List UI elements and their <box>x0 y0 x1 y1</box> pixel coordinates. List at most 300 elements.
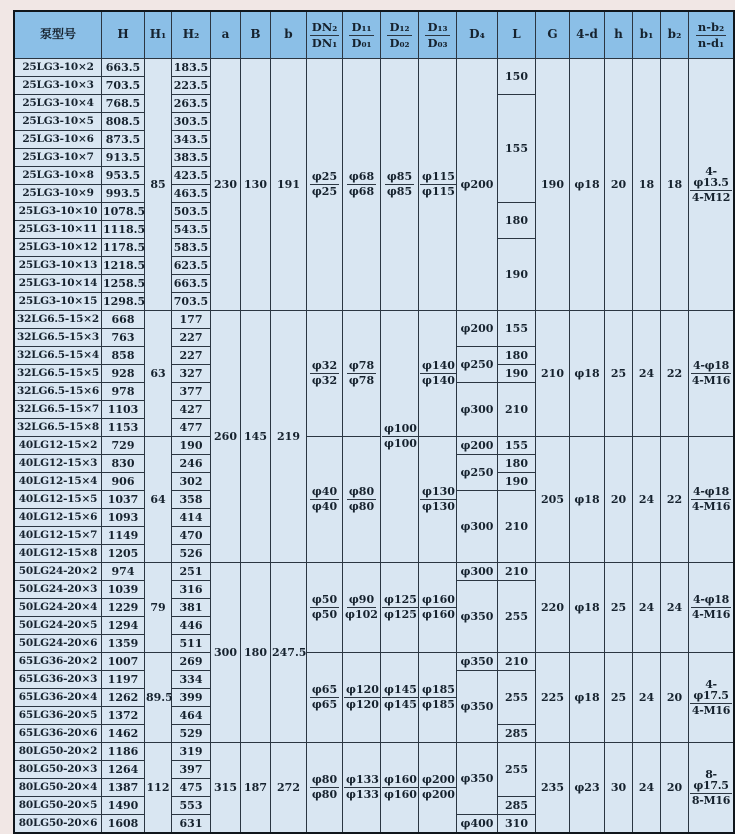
fraction-denominator: φ102 <box>345 608 378 621</box>
fraction <box>310 360 339 386</box>
model-cell: 32LG6.5-15×2 <box>14 311 102 329</box>
model-cell: 25LG3-10×2 <box>14 59 102 77</box>
fraction <box>310 684 339 710</box>
value-cell: 180 <box>241 563 271 743</box>
pump-spec-table <box>13 10 735 834</box>
value-cell: 25 <box>605 311 633 437</box>
fraction-value-cell <box>381 743 419 834</box>
value-cell: 180 <box>498 455 536 473</box>
col-a: a <box>211 11 241 59</box>
fraction-value-cell <box>419 437 457 563</box>
fraction <box>696 21 726 49</box>
fraction-numerator: φ160 <box>422 593 455 607</box>
value-cell: 24 <box>633 743 661 834</box>
value-cell: 1218.5 <box>102 257 145 275</box>
value-cell: φ200 <box>457 311 498 347</box>
value-cell: 1229 <box>102 599 145 617</box>
value-cell: 928 <box>102 365 145 383</box>
table-row <box>14 743 734 761</box>
value-cell: φ250 <box>457 455 498 491</box>
fraction-numerator: φ133 <box>346 773 379 787</box>
value-cell: 18 <box>661 59 689 311</box>
fraction-denominator: φ140 <box>422 374 455 387</box>
fraction <box>382 594 419 620</box>
value-cell: 830 <box>102 455 145 473</box>
col-B: B <box>241 11 271 59</box>
col-H2: H₂ <box>172 11 211 59</box>
value-cell: 227 <box>172 347 211 365</box>
value-cell: φ200 <box>457 59 498 311</box>
value-cell: 631 <box>172 815 211 834</box>
value-cell: 130 <box>241 59 271 311</box>
fraction <box>385 171 414 197</box>
fraction <box>425 21 449 49</box>
value-cell: 463.5 <box>172 185 211 203</box>
value-cell: φ18 <box>570 311 605 437</box>
value-cell: 112 <box>145 743 172 834</box>
value-cell: φ350 <box>457 653 498 671</box>
fraction-denominator: φ160 <box>422 608 455 621</box>
value-cell: 1608 <box>102 815 145 834</box>
fraction <box>347 171 376 197</box>
model-cell: 40LG12-15×3 <box>14 455 102 473</box>
value-cell: 20 <box>661 743 689 834</box>
fraction-value-cell <box>307 59 343 311</box>
col-D4: D₄ <box>457 11 498 59</box>
fraction-numerator: D₁₂ <box>389 19 410 34</box>
model-cell: 25LG3-10×6 <box>14 131 102 149</box>
model-cell: 40LG12-15×5 <box>14 491 102 509</box>
value-cell: 190 <box>498 473 536 491</box>
model-cell: 65LG36-20×2 <box>14 653 102 671</box>
model-cell: 40LG12-15×6 <box>14 509 102 527</box>
value-cell: 1178.5 <box>102 239 145 257</box>
value-cell: 79 <box>145 563 172 653</box>
value-cell: 255 <box>498 671 536 725</box>
fraction-value-cell <box>419 59 457 311</box>
value-cell: 526 <box>172 545 211 563</box>
value-cell: 24 <box>633 311 661 437</box>
fraction-denominator: φ40 <box>311 500 338 513</box>
value-cell: 858 <box>102 347 145 365</box>
model-cell: 65LG36-20×6 <box>14 725 102 743</box>
value-cell: 145 <box>241 311 271 563</box>
value-cell: 22 <box>661 311 689 437</box>
fraction-numerator: φ115 <box>422 170 455 184</box>
value-cell: φ350 <box>457 581 498 653</box>
value-cell: 808.5 <box>102 113 145 131</box>
fraction-numerator: 4-φ18 <box>693 485 729 499</box>
fraction-value-cell <box>689 311 735 437</box>
fraction <box>387 21 411 49</box>
model-cell: 80LG50-20×2 <box>14 743 102 761</box>
model-cell: 65LG36-20×5 <box>14 707 102 725</box>
value-cell: 334 <box>172 671 211 689</box>
fraction-value-cell <box>307 743 343 834</box>
fraction-numerator: φ145 <box>384 683 417 697</box>
fraction-numerator: D₁₃ <box>427 19 448 34</box>
fraction-value-cell <box>307 311 343 437</box>
table-body <box>14 59 734 834</box>
value-cell: 1264 <box>102 761 145 779</box>
header-row <box>14 11 734 59</box>
model-cell: 80LG50-20×5 <box>14 797 102 815</box>
fraction <box>420 360 457 386</box>
col-DN2-DN1 <box>307 11 343 59</box>
value-cell: φ400 <box>457 815 498 834</box>
fraction-numerator: φ130 <box>422 485 455 499</box>
value-cell: 155 <box>498 311 536 347</box>
value-cell: 873.5 <box>102 131 145 149</box>
fraction-numerator: 4-φ18 <box>693 593 729 607</box>
value-cell: 1093 <box>102 509 145 527</box>
model-cell: 25LG3-10×5 <box>14 113 102 131</box>
value-cell: 1007 <box>102 653 145 671</box>
value-cell: 230 <box>211 59 241 311</box>
value-cell: 327 <box>172 365 211 383</box>
table-row <box>14 311 734 329</box>
fraction-denominator: φ25 <box>311 185 338 198</box>
fraction-numerator: φ80 <box>348 485 375 499</box>
value-cell: 251 <box>172 563 211 581</box>
value-cell: 974 <box>102 563 145 581</box>
value-cell: φ18 <box>570 653 605 743</box>
model-cell: 32LG6.5-15×7 <box>14 401 102 419</box>
fraction <box>344 684 381 710</box>
value-cell: 150 <box>498 59 536 95</box>
value-cell: 223.5 <box>172 77 211 95</box>
fraction-numerator: φ65 <box>311 683 338 697</box>
value-cell: φ18 <box>570 59 605 311</box>
fraction-denominator: φ100 <box>384 437 417 450</box>
fraction-denominator: φ120 <box>346 698 379 711</box>
fraction-numerator: φ100 <box>384 422 417 436</box>
table-row <box>14 437 734 455</box>
model-cell: 32LG6.5-15×5 <box>14 365 102 383</box>
model-cell: 50LG24-20×3 <box>14 581 102 599</box>
value-cell: 255 <box>498 743 536 797</box>
col-4d: 4-d <box>570 11 605 59</box>
value-cell: φ300 <box>457 491 498 563</box>
value-cell: 272 <box>271 743 307 834</box>
fraction-numerator: φ32 <box>311 359 338 373</box>
fraction-denominator: φ80 <box>311 788 338 801</box>
fraction-numerator: φ200 <box>422 773 455 787</box>
fraction-value-cell <box>343 743 381 834</box>
fraction <box>690 769 732 807</box>
fraction-denominator: φ85 <box>386 185 413 198</box>
value-cell: 300 <box>211 563 241 743</box>
value-cell: 953.5 <box>102 167 145 185</box>
value-cell: 1462 <box>102 725 145 743</box>
value-cell: 446 <box>172 617 211 635</box>
value-cell: 763 <box>102 329 145 347</box>
fraction-numerator: φ120 <box>346 683 379 697</box>
value-cell: φ300 <box>457 383 498 437</box>
value-cell: 269 <box>172 653 211 671</box>
value-cell: 260 <box>211 311 241 563</box>
model-cell: 25LG3-10×14 <box>14 275 102 293</box>
value-cell: 1153 <box>102 419 145 437</box>
fraction <box>420 684 457 710</box>
col-L: L <box>498 11 536 59</box>
value-cell: 18 <box>633 59 661 311</box>
model-cell: 80LG50-20×6 <box>14 815 102 834</box>
fraction-denominator: φ160 <box>384 788 417 801</box>
fraction-value-cell <box>381 311 419 563</box>
fraction-denominator: φ68 <box>348 185 375 198</box>
value-cell: 235 <box>536 743 570 834</box>
fraction-numerator: φ185 <box>422 683 455 697</box>
value-cell: 427 <box>172 401 211 419</box>
model-cell: 65LG36-20×4 <box>14 689 102 707</box>
value-cell: 227 <box>172 329 211 347</box>
value-cell: 1298.5 <box>102 293 145 311</box>
model-cell: 25LG3-10×7 <box>14 149 102 167</box>
fraction-numerator: 4-φ13.5 <box>690 166 732 191</box>
model-cell: 80LG50-20×3 <box>14 761 102 779</box>
value-cell: 623.5 <box>172 257 211 275</box>
value-cell: 255 <box>498 581 536 653</box>
value-cell: 24 <box>633 563 661 653</box>
fraction-denominator: D₀₁ <box>351 35 372 50</box>
fraction-value-cell <box>419 563 457 653</box>
value-cell: φ18 <box>570 563 605 653</box>
value-cell: 24 <box>633 437 661 563</box>
model-cell: 32LG6.5-15×3 <box>14 329 102 347</box>
value-cell: 423.5 <box>172 167 211 185</box>
value-cell: 219 <box>271 311 307 563</box>
value-cell: 470 <box>172 527 211 545</box>
col-b2: b₂ <box>661 11 689 59</box>
value-cell: 190 <box>536 59 570 311</box>
value-cell: 729 <box>102 437 145 455</box>
value-cell: 155 <box>498 437 536 455</box>
table-row <box>14 653 734 671</box>
model-cell: 25LG3-10×3 <box>14 77 102 95</box>
fraction-value-cell <box>307 653 343 743</box>
value-cell: 397 <box>172 761 211 779</box>
fraction-denominator: φ78 <box>348 374 375 387</box>
col-G: G <box>536 11 570 59</box>
value-cell: 85 <box>145 59 172 311</box>
value-cell: 180 <box>498 203 536 239</box>
value-cell: 315 <box>211 743 241 834</box>
value-cell: 210 <box>498 383 536 437</box>
value-cell: 358 <box>172 491 211 509</box>
value-cell: 177 <box>172 311 211 329</box>
fraction <box>310 774 339 800</box>
value-cell: 303.5 <box>172 113 211 131</box>
fraction-numerator: φ125 <box>384 593 417 607</box>
value-cell: 1037 <box>102 491 145 509</box>
fraction-value-cell <box>689 743 735 834</box>
value-cell: 1262 <box>102 689 145 707</box>
model-cell: 40LG12-15×7 <box>14 527 102 545</box>
col-D13-D03 <box>419 11 457 59</box>
col-n-b2-n-d1 <box>689 11 735 59</box>
value-cell: 247.5 <box>271 563 307 743</box>
model-cell: 32LG6.5-15×6 <box>14 383 102 401</box>
value-cell: 703.5 <box>102 77 145 95</box>
fraction <box>420 774 457 800</box>
value-cell: 768.5 <box>102 95 145 113</box>
fraction-value-cell <box>689 653 735 743</box>
model-cell: 25LG3-10×8 <box>14 167 102 185</box>
fraction <box>344 774 381 800</box>
value-cell: 668 <box>102 311 145 329</box>
fraction-value-cell <box>343 653 381 743</box>
value-cell: 302 <box>172 473 211 491</box>
model-cell: 25LG3-10×9 <box>14 185 102 203</box>
value-cell: 1118.5 <box>102 221 145 239</box>
value-cell: 383.5 <box>172 149 211 167</box>
fraction-value-cell <box>689 59 735 311</box>
value-cell: 1359 <box>102 635 145 653</box>
fraction <box>691 360 731 386</box>
fraction-denominator: 4-M16 <box>691 374 731 387</box>
fraction <box>690 679 732 717</box>
model-cell: 40LG12-15×8 <box>14 545 102 563</box>
value-cell: 913.5 <box>102 149 145 167</box>
value-cell: 285 <box>498 725 536 743</box>
fraction-value-cell <box>419 311 457 437</box>
model-cell: 50LG24-20×6 <box>14 635 102 653</box>
model-cell: 40LG12-15×4 <box>14 473 102 491</box>
value-cell: 1039 <box>102 581 145 599</box>
fraction-denominator: φ200 <box>422 788 455 801</box>
value-cell: 210 <box>498 653 536 671</box>
model-cell: 50LG24-20×2 <box>14 563 102 581</box>
fraction-numerator: 4-φ18 <box>693 359 729 373</box>
fraction <box>382 684 419 710</box>
fraction-denominator: φ125 <box>384 608 417 621</box>
fraction-numerator: φ68 <box>348 170 375 184</box>
col-b1: b₁ <box>633 11 661 59</box>
fraction-denominator: φ133 <box>346 788 379 801</box>
fraction-numerator: φ40 <box>311 485 338 499</box>
value-cell: 25 <box>605 563 633 653</box>
value-cell: 190 <box>172 437 211 455</box>
value-cell: 978 <box>102 383 145 401</box>
fraction <box>420 594 457 620</box>
fraction-numerator: φ25 <box>311 170 338 184</box>
model-cell: 25LG3-10×12 <box>14 239 102 257</box>
value-cell: 993.5 <box>102 185 145 203</box>
fraction <box>420 486 457 512</box>
fraction-denominator: 8-M16 <box>691 793 731 807</box>
model-cell: 25LG3-10×10 <box>14 203 102 221</box>
value-cell: 225 <box>536 653 570 743</box>
col-H1: H₁ <box>145 11 172 59</box>
value-cell: 220 <box>536 563 570 653</box>
fraction-numerator: φ160 <box>384 773 417 787</box>
fraction <box>347 486 376 512</box>
value-cell: 381 <box>172 599 211 617</box>
value-cell: 399 <box>172 689 211 707</box>
value-cell: 310 <box>498 815 536 834</box>
fraction-numerator: φ140 <box>422 359 455 373</box>
fraction <box>420 171 457 197</box>
value-cell: 30 <box>605 743 633 834</box>
value-cell: 20 <box>605 59 633 311</box>
fraction-value-cell <box>381 59 419 311</box>
fraction-denominator: D₀₃ <box>427 35 448 50</box>
value-cell: 1197 <box>102 671 145 689</box>
value-cell: 543.5 <box>172 221 211 239</box>
value-cell: 553 <box>172 797 211 815</box>
fraction-denominator: D₀₂ <box>389 35 410 50</box>
value-cell: 20 <box>661 653 689 743</box>
value-cell: 246 <box>172 455 211 473</box>
fraction-denominator: 4-M16 <box>691 703 731 717</box>
value-cell: 210 <box>536 311 570 437</box>
fraction <box>691 594 731 620</box>
value-cell: 414 <box>172 509 211 527</box>
fraction-numerator: φ90 <box>348 593 375 607</box>
fraction <box>310 486 339 512</box>
value-cell: 377 <box>172 383 211 401</box>
fraction-denominator: φ130 <box>422 500 455 513</box>
value-cell: 477 <box>172 419 211 437</box>
col-D12-D02 <box>381 11 419 59</box>
value-cell: 475 <box>172 779 211 797</box>
table-row <box>14 59 734 77</box>
fraction <box>310 21 340 49</box>
fraction-denominator: φ65 <box>311 698 338 711</box>
value-cell: 1149 <box>102 527 145 545</box>
value-cell: 191 <box>271 59 307 311</box>
fraction-denominator: φ32 <box>311 374 338 387</box>
value-cell: 180 <box>498 347 536 365</box>
fraction-denominator: φ185 <box>422 698 455 711</box>
value-cell: 1078.5 <box>102 203 145 221</box>
value-cell: 1294 <box>102 617 145 635</box>
fraction-denominator: DN₁ <box>311 35 338 50</box>
value-cell: 190 <box>498 365 536 383</box>
fraction-numerator: 8-φ17.5 <box>690 769 732 794</box>
fraction-numerator: φ78 <box>348 359 375 373</box>
fraction <box>382 774 419 800</box>
model-cell: 40LG12-15×2 <box>14 437 102 455</box>
fraction-value-cell <box>689 437 735 563</box>
fraction-value-cell <box>307 437 343 563</box>
value-cell: 663.5 <box>172 275 211 293</box>
value-cell: 319 <box>172 743 211 761</box>
fraction-value-cell <box>689 563 735 653</box>
fraction-numerator: φ50 <box>311 593 338 607</box>
fraction-value-cell <box>419 743 457 834</box>
fraction-numerator: φ80 <box>311 773 338 787</box>
fraction-value-cell <box>343 311 381 437</box>
fraction-denominator: 4-M16 <box>691 608 731 621</box>
value-cell: 1103 <box>102 401 145 419</box>
fraction-denominator: φ145 <box>384 698 417 711</box>
fraction-value-cell <box>381 563 419 653</box>
value-cell: 464 <box>172 707 211 725</box>
col-b: b <box>271 11 307 59</box>
value-cell: 205 <box>536 437 570 563</box>
value-cell: φ18 <box>570 437 605 563</box>
value-cell: 1186 <box>102 743 145 761</box>
value-cell: 210 <box>498 491 536 563</box>
value-cell: 210 <box>498 563 536 581</box>
fraction <box>310 594 339 620</box>
fraction-denominator: 4-M12 <box>691 190 731 204</box>
fraction-denominator: φ115 <box>422 185 455 198</box>
model-cell: 32LG6.5-15×4 <box>14 347 102 365</box>
value-cell: 285 <box>498 797 536 815</box>
